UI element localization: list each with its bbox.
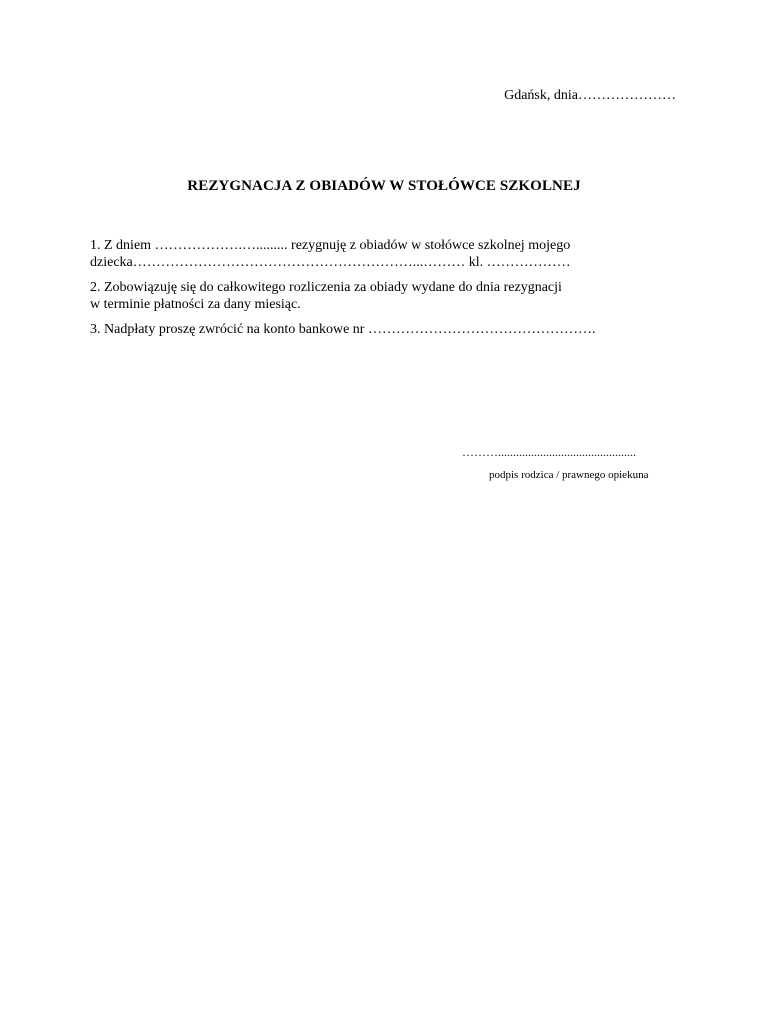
signature-line: ……….............................................. <box>462 445 636 459</box>
place-and-date: Gdańsk, dnia………………… <box>504 88 676 103</box>
paragraph-line: dziecka……………………………………………………...……… kl. ……………… <box>90 255 571 270</box>
signature-caption: podpis rodzica / prawnego opiekuna <box>489 469 649 481</box>
paragraph-line: 3. Nadpłaty proszę zwrócić na konto bankowe nr …………………………………………. <box>90 322 596 337</box>
paragraph-refund-account <box>90 321 650 338</box>
paragraph-line: 2. Zobowiązuję się do całkowitego rozliczenia za obiady wydane do dnia rezygnacji <box>90 280 562 295</box>
document-body <box>90 237 650 346</box>
document-title: REZYGNACJA Z OBIADÓW W STOŁÓWCE SZKOLNEJ <box>187 178 581 194</box>
paragraph-settlement-obligation <box>90 279 650 313</box>
paragraph-resignation-date <box>90 237 650 271</box>
paragraph-line: w terminie płatności za dany miesiąc. <box>90 297 301 312</box>
paragraph-line: 1. Z dniem ……………….…......... rezygnuję z obiadów w stołówce szkolnej mojego <box>90 238 571 253</box>
